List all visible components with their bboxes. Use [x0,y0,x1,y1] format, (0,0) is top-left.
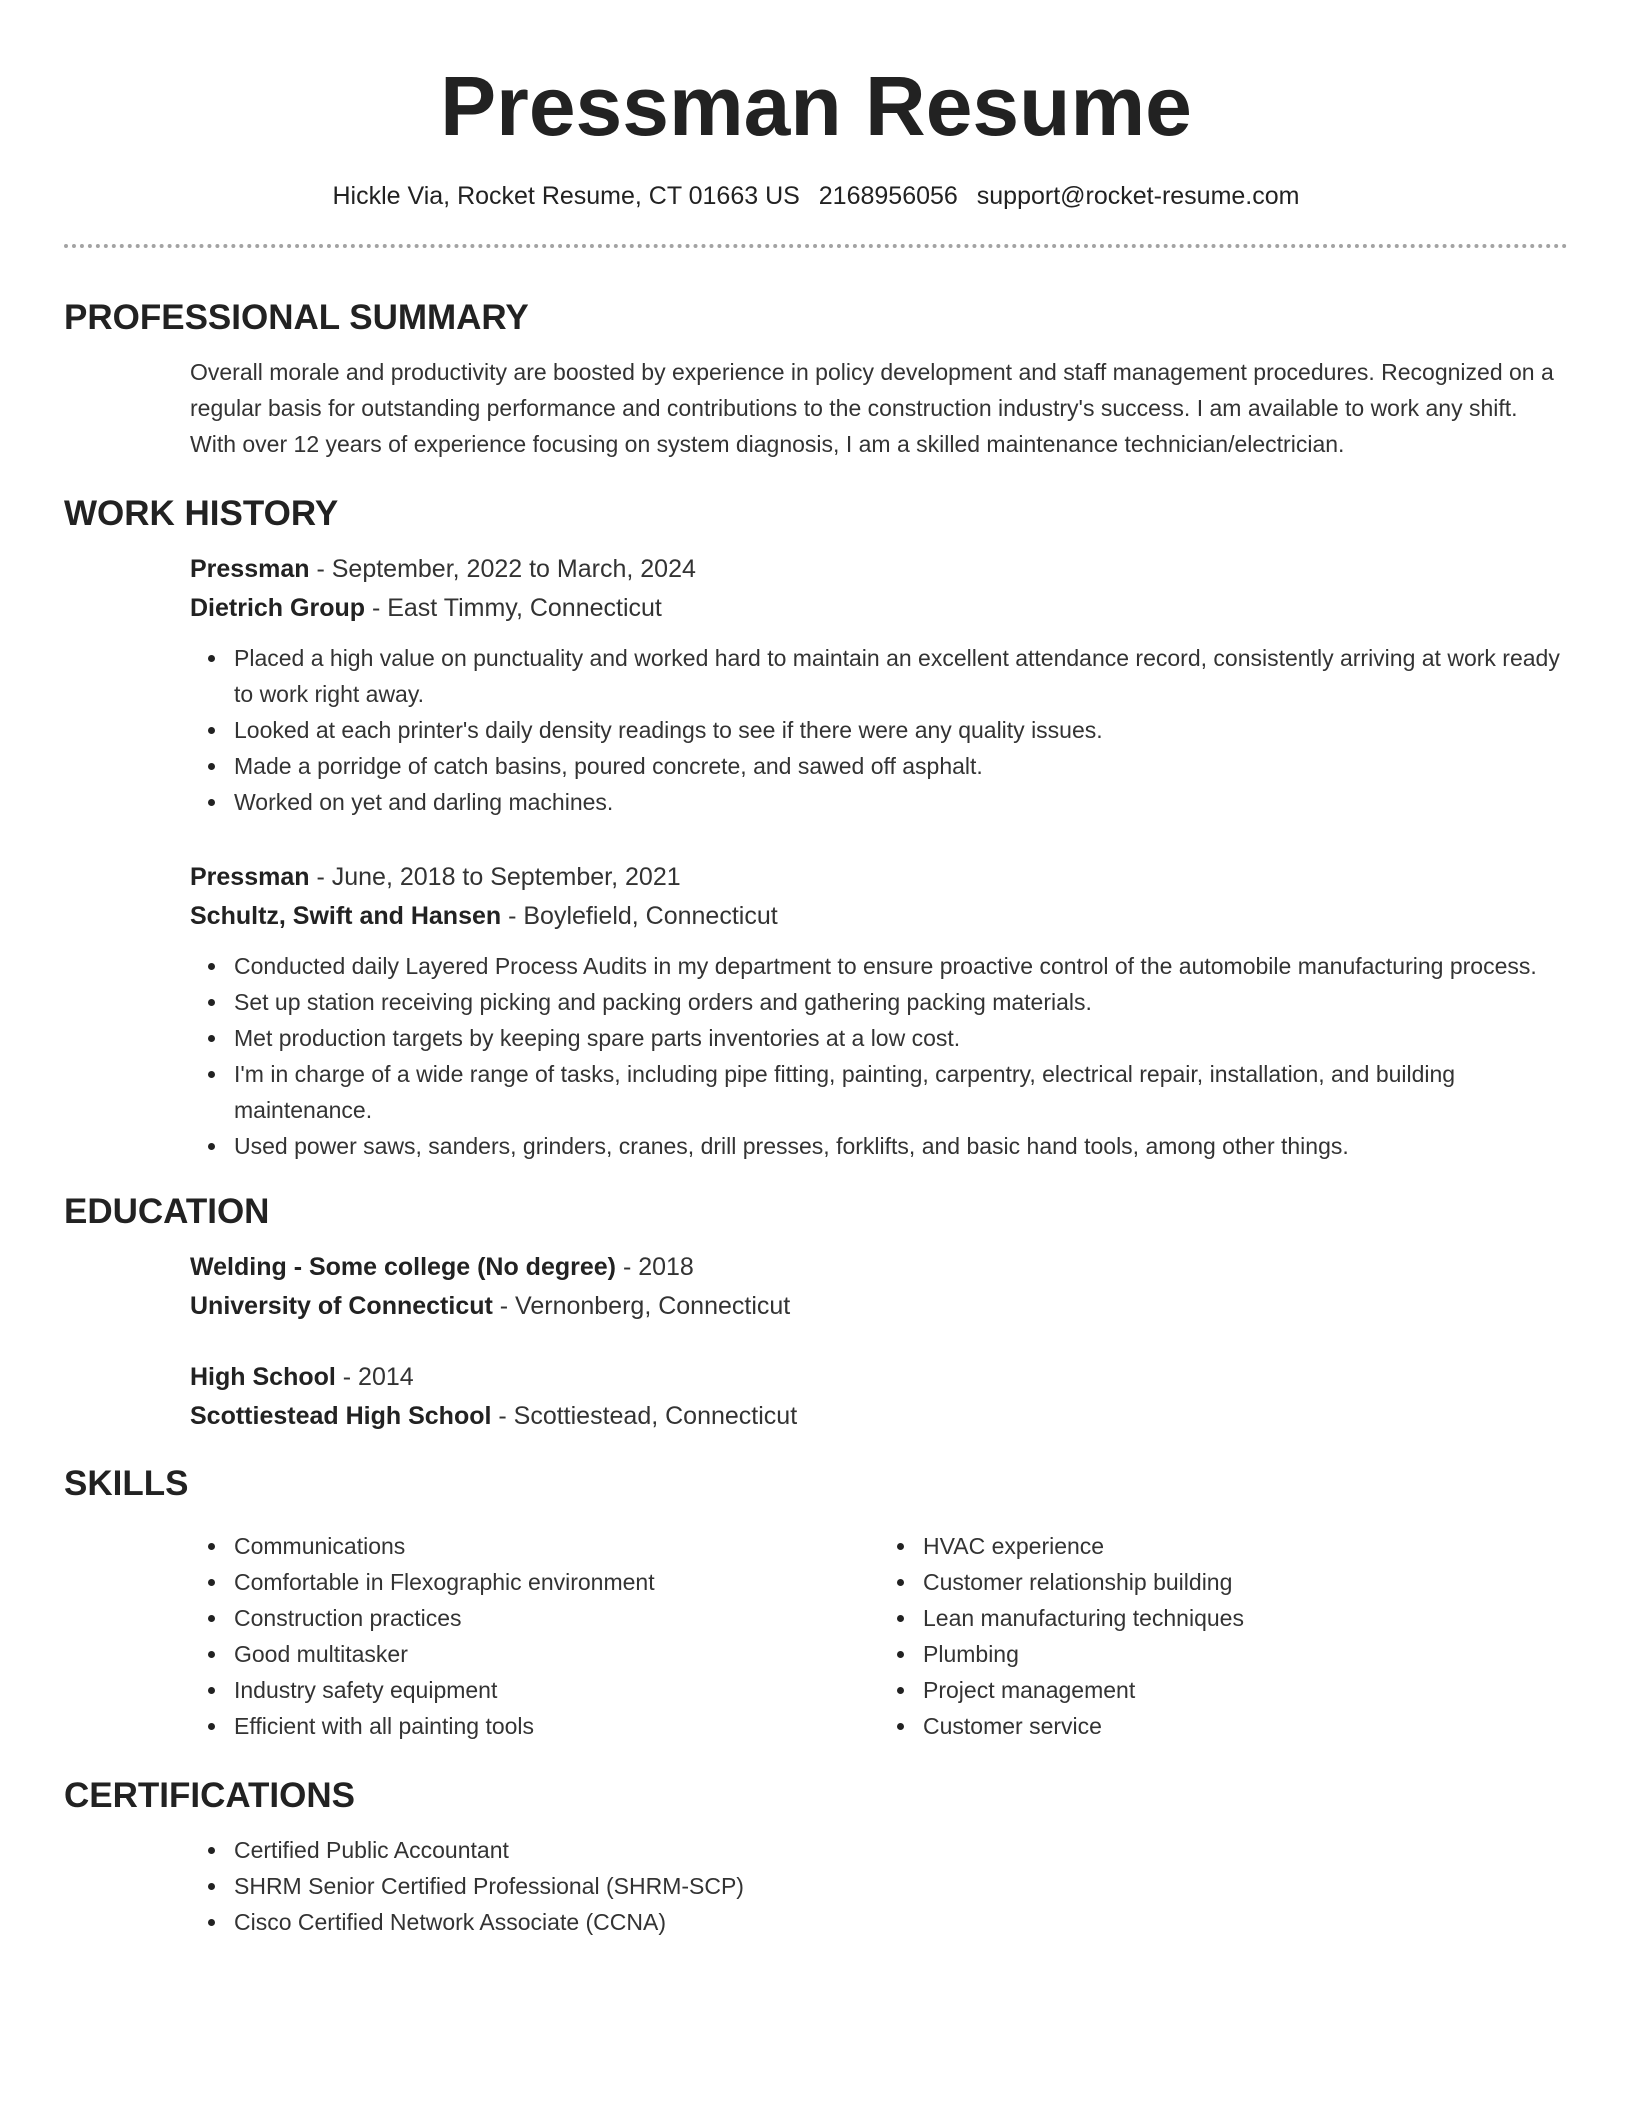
job-entry [190,858,1568,1164]
education-degree: Welding - Some college (No degree) [190,1253,616,1281]
list-item: HVAC experience [897,1528,1568,1564]
summary-text: Overall morale and productivity are boosted by experience in policy development and staff management procedures. Recognized on a regular basis for outstanding performance and contributions to the construction industry's success. I am available to work any shift. With over 12 years of experience focusing on system diagnosis, I am a skilled maintenance technician/electrician. [190,359,1554,457]
list-item: Met production targets by keeping spare parts inventories at a low cost. [208,1020,1568,1056]
job-role-line [190,550,1568,589]
job-company-line [190,897,1568,936]
section-title-work: WORK HISTORY [64,494,339,533]
list-item: Good multitasker [208,1636,879,1672]
section-title-certifications: CERTIFICATIONS [64,1776,356,1815]
list-item: Plumbing [897,1636,1568,1672]
education-year: - 2014 [335,1363,414,1391]
resume-title: Pressman Resume [440,59,1192,153]
list-item: Customer service [897,1708,1568,1744]
skills-section [190,1520,1568,1744]
education-school: Scottiestead High School [190,1402,492,1430]
header-divider [64,244,1568,248]
education-school-line [190,1397,1568,1436]
job-location: - East Timmy, Connecticut [365,594,662,622]
certifications-list [208,1832,1568,1940]
skills-list-right [897,1528,1568,1744]
job-entry [190,550,1568,820]
job-role: Pressman [190,863,310,891]
list-item: Communications [208,1528,879,1564]
education-degree-line [190,1248,1568,1287]
education-degree-line [190,1358,1568,1397]
list-item: Cisco Certified Network Associate (CCNA) [208,1904,1568,1940]
job-bullets [208,948,1568,1164]
list-item: SHRM Senior Certified Professional (SHRM-SCP) [208,1868,1568,1904]
contact-address: Hickle Via, Rocket Resume, CT 01663 US [332,182,800,210]
section-title-skills: SKILLS [64,1464,189,1503]
job-dates: - June, 2018 to September, 2021 [309,863,681,891]
list-item: I'm in charge of a wide range of tasks, including pipe fitting, painting, carpentry, electrical repair, installation, and building maintenance. [208,1056,1568,1128]
list-item: Construction practices [208,1600,879,1636]
summary-section [190,354,1568,462]
education-school-line [190,1287,1568,1326]
list-item: Industry safety equipment [208,1672,879,1708]
certifications-section [190,1832,1568,1940]
job-company-line [190,589,1568,628]
job-bullets [208,640,1568,820]
education-entry [190,1358,1568,1436]
list-item: Worked on yet and darling machines. [208,784,1568,820]
job-company: Schultz, Swift and Hansen [190,902,502,930]
skills-list-left [208,1528,879,1744]
list-item: Made a porridge of catch basins, poured concrete, and sawed off asphalt. [208,748,1568,784]
job-role-line [190,858,1568,897]
job-location: - Boylefield, Connecticut [501,902,778,930]
list-item: Project management [897,1672,1568,1708]
list-item: Comfortable in Flexographic environment [208,1564,879,1600]
job-company: Dietrich Group [190,594,366,622]
list-item: Set up station receiving picking and packing orders and gathering packing materials. [208,984,1568,1020]
contact-phone: 2168956056 [818,182,958,210]
job-dates: - September, 2022 to March, 2024 [309,555,696,583]
section-title-summary: PROFESSIONAL SUMMARY [64,298,529,337]
list-item: Conducted daily Layered Process Audits in my department to ensure proactive control of the automobile manufacturing process. [208,948,1568,984]
list-item: Efficient with all painting tools [208,1708,879,1744]
education-degree: High School [190,1363,336,1391]
list-item: Lean manufacturing techniques [897,1600,1568,1636]
list-item: Looked at each printer's daily density readings to see if there were any quality issues. [208,712,1568,748]
education-year: - 2018 [616,1253,694,1281]
section-title-education: EDUCATION [64,1192,270,1231]
job-role: Pressman [190,555,310,583]
list-item: Customer relationship building [897,1564,1568,1600]
education-location: - Vernonberg, Connecticut [492,1292,791,1320]
education-section [190,1248,1568,1436]
resume-page [64,0,1568,2112]
education-entry [190,1248,1568,1326]
education-location: - Scottiestead, Connecticut [491,1402,798,1430]
list-item: Placed a high value on punctuality and worked hard to maintain an excellent attendance record, consistently arriving at work ready to work right away. [208,640,1568,712]
contact-line [64,180,1568,212]
education-school: University of Connecticut [190,1292,493,1320]
list-item: Used power saws, sanders, grinders, cranes, drill presses, forklifts, and basic hand tools, among other things. [208,1128,1568,1164]
work-section [190,550,1568,1164]
contact-email: support@rocket-resume.com [976,182,1300,210]
list-item: Certified Public Accountant [208,1832,1568,1868]
